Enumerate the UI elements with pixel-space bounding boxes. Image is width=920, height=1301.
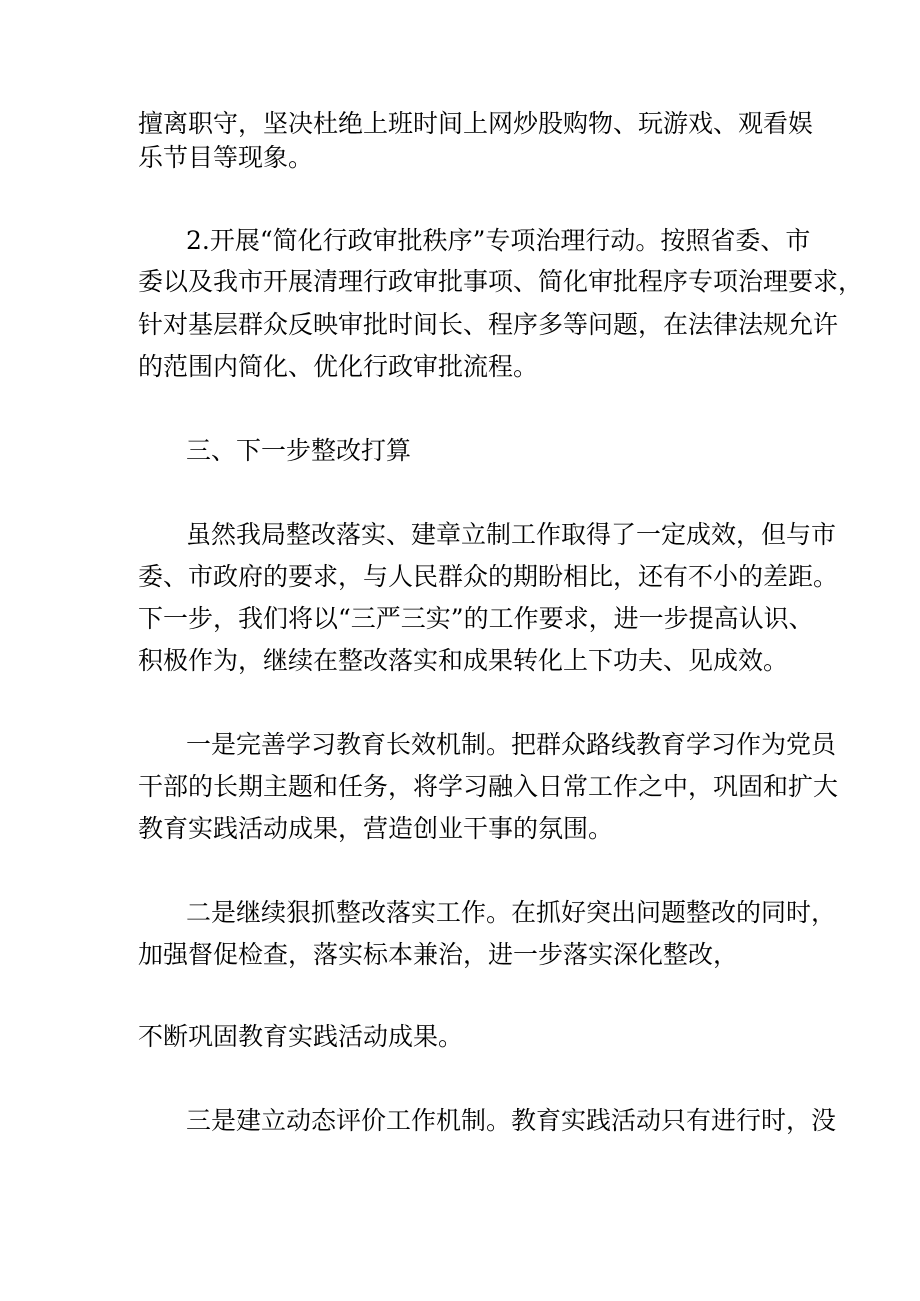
text-line: 三是建立动态评价工作机制。教育实践活动只有进行时，没 [186, 1106, 837, 1135]
text-line: 一是完善学习教育长效机制。把群众路线教育学习作为党员 [186, 730, 837, 759]
text-line: 教育实践活动成果，营造创业干事的氛围。 [138, 814, 614, 843]
section-heading: 三、下一步整改打算 [186, 436, 412, 465]
text-line: 委以及我市开展清理行政审批事项、简化审批程序专项治理要求， [138, 267, 864, 296]
text-line: 的范围内简化、优化行政审批流程。 [138, 352, 539, 381]
text-line: 干部的长期主题和任务，将学习融入日常工作之中，巩固和扩大 [138, 772, 839, 801]
text-line: 擅离职守，坚决杜绝上班时间上网炒股购物、玩游戏、观看娱 [138, 109, 814, 138]
text-line: 委、市政府的要求，与人民群众的期盼相比，还有不小的差距。 [138, 562, 839, 591]
text-line: 二是继续狠抓整改落实工作。在抓好突出问题整改的同时， [186, 898, 837, 927]
text-line: 虽然我局整改落实、建章立制工作取得了一定成效，但与市 [186, 520, 837, 549]
text-line: 不断巩固教育实践活动成果。 [138, 1022, 464, 1051]
text-line: 积极作为，继续在整改落实和成果转化上下功夫、见成效。 [138, 646, 789, 675]
text-line: 2.开展“简化行政审批秩序”专项治理行动。按照省委、市 [186, 226, 811, 255]
text-line: 乐节目等现象。 [138, 143, 314, 172]
text-line: 下一步，我们将以“三严三实”的工作要求，进一步提高认识、 [138, 604, 814, 633]
text-line: 针对基层群众反映审批时间长、程序多等问题，在法律法规允许 [138, 310, 839, 339]
text-line: 加强督促检查，落实标本兼治，进一步落实深化整改， [138, 940, 739, 969]
